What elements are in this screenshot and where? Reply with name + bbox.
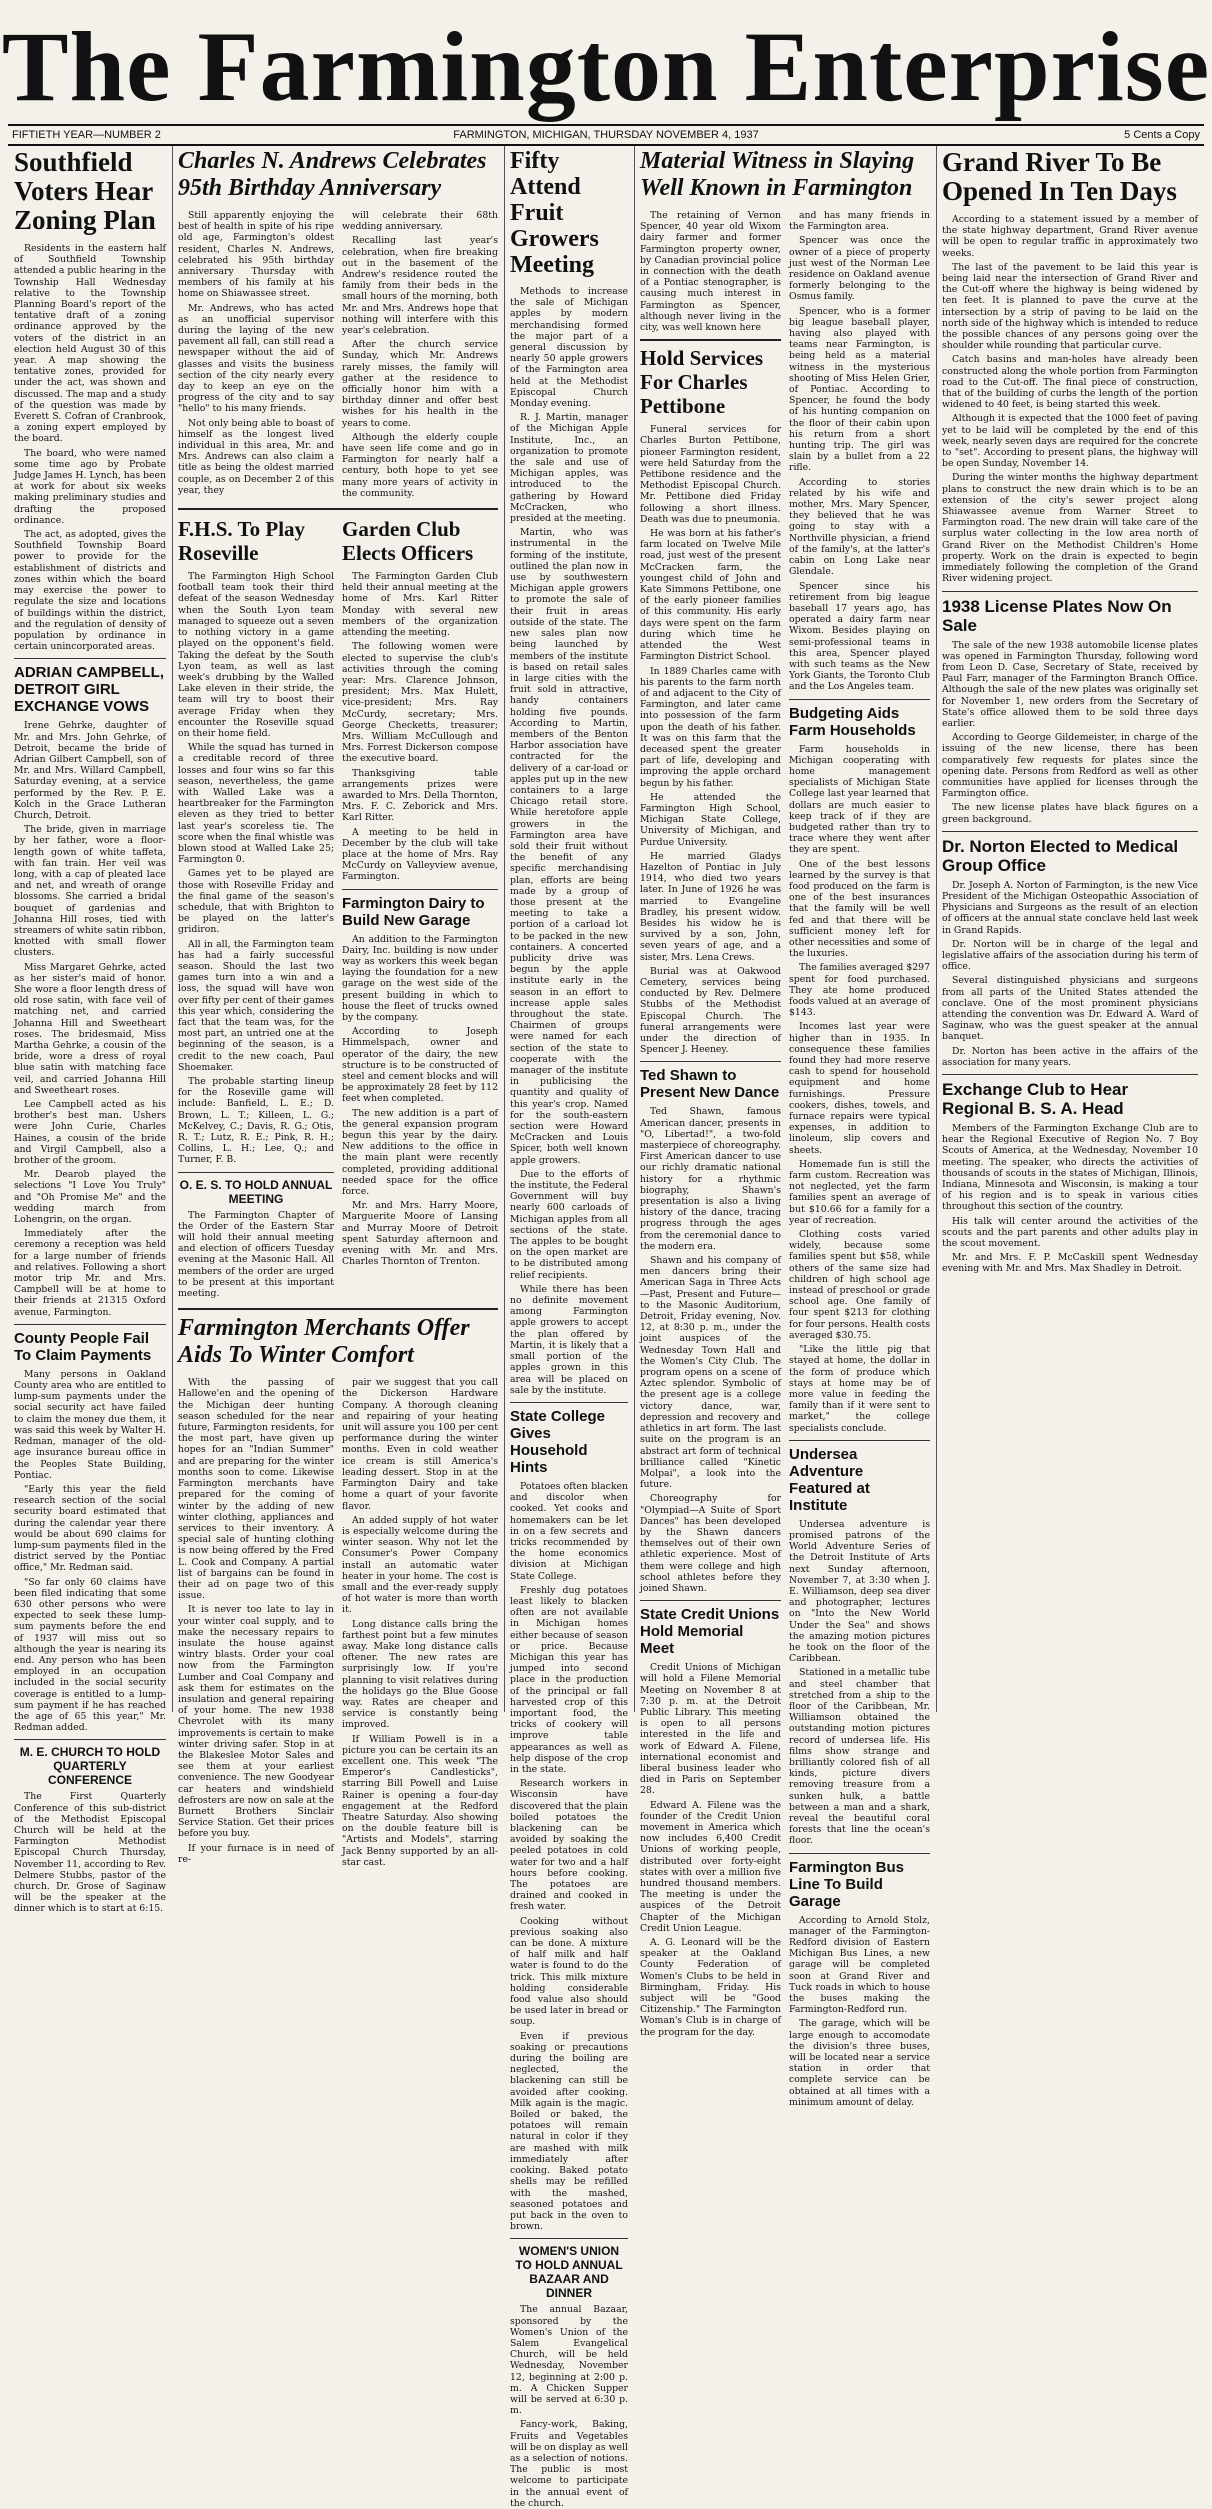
paragraph: Spencer was once the owner of a piece of property just west of the Norman Lee residence on Oakland avenue formerly belonging to the Osmus family. [789,235,930,303]
article-body-undersea [789,1519,930,1847]
headline-exchange-club: Exchange Club to Hear Regional B. S. A. Head [942,1080,1129,1118]
headline-me-church: M. E. CHURCH TO HOLD QUARTERLY CONFERENCE [19,1745,161,1788]
paragraph: will celebrate their 68th wedding anniversary. [342,210,498,233]
paragraph: Choreography for "Olympiad—A Suite of Sport Dances" has been developed by the Shawn dancers themselves out of their own athletic experience. Most of them were college and high school athletes before they joined Shawn. [640,1493,781,1594]
paragraph: Stationed in a metallic tube and steel chamber that stretched from a ship to the floor of the Caribbean, Mr. Williamson obtained the outstanding motion pictures record of undersea life. His films show strange and brilliantly colored fish of all kinds, picture divers removing treasure from a sunken hulk, a battle between a man and a shark, reveal the beautiful coral forests that line the ocean's floor. [789,1667,930,1847]
headline-credit-unions: State Credit Unions Hold Memorial Meet [640,1606,780,1658]
paragraph: Cooking without previous soaking also can be done. A mixture of half milk and half water is found to do the trick. This milk mixture holding considerable food value also should be used later in bread or soup. [510,1915,628,2028]
paragraph: Spencer since his retirement from big league baseball 17 years ago, has operated a dairy farm near Wixom. Besides playing on semi-professional teams in this area, Spencer played with such teams as the New York Giants, the Toronto Club and the Los Angeles team. [789,580,930,693]
paragraph: "Like the little pig that stayed at home, the dollar in the form of produce which stays at home may be of more value in feeding the family than if it were sent to market," the college specialists conclude. [789,1344,930,1434]
headline-oes-meeting: O. E. S. TO HOLD ANNUAL MEETING [179,1177,333,1206]
paragraph: While the squad has turned in a creditable record of three losses and four wins so far this season, nevertheless, the game with Walled Lake was a heartbreaker for the Farmington eleven as they tried to better last year's scoreless tie. The score when the final whistle was blown stood at Walled Lake 25; Farmington 0. [178,742,334,866]
article-body-payments [14,1369,166,1734]
paragraph: According to Joseph Himmelspach, owner and operator of the dairy, the new structure is to be constructed of steel and cement blocks and will be approximately 28 feet by 112 feet when completed. [342,1026,498,1105]
paragraph: Burial was at Oakwood Cemetery, services being conducted by Rev. Delmere Stubbs of the Methodist Episcopal Church. The funeral arrangements were under the direction of Spencer J. Heeney. [640,965,781,1056]
dateline-bar [8,124,1204,146]
article-body-andrews-right [342,210,498,502]
column-5-6 [640,146,930,2108]
paragraph: If your furnace is in need of re- [178,1842,334,1865]
paragraph: All in all, the Farmington team has had a fairly successful season. Should the last two games turn into a win and a loss, the squad will have won over fifty per cent of their games this year which, considering the fact that the team was, for the most part, an untried one at the beginning of the season, is a credit to the new coach, Paul Shoemaker. [178,938,334,1073]
paragraph: Many persons in Oakland County area who are entitled to lump-sum payments under the social security act have failed to claim the money due them, it was said this week by Walter H. Redman, manager of the old-age insurance bureau office in the Peoples State Building, Pontiac. [14,1368,166,1481]
paragraph: One of the best lessons learned by the survey is that food produced on the farm is one of the best insurances that the family will be well fed and that there will be sufficient money left for other necessities and some of the luxuries. [789,858,930,960]
paragraph: According to a statement issued by a member of the state highway department, Grand River avenue will be open to regular traffic in approximately two weeks. [942,214,1198,259]
paragraph: Shawn and his company of men dancers bring their American Saga in Three Acts—Past, Present and Future—to the Masonic Auditorium, Detroit, Friday evening, Nov. 12, at 8:30 p. m., under the joint auspices of the Wednesday Town Hall and the Women's City Club. The program opens on a scene of Aztec splendor. Symbolic of the present age is a college victory dance, war, depression and recovery and athletics in art form. The last suite on the program is an abstract art form of technical brilliance called "Kinetic Molpai", a look into the future. [640,1255,781,1491]
column-7 [942,146,1198,1712]
headline-state-college: State College Gives Household Hints [510,1407,606,1476]
paragraph: According to stories related by his wife and mother, Mrs. Mary Spencer, they believed that he was going to stay with a Northville physician, a friend of the family's, at the latter's cabin on Long Lake near Glendale. [789,476,930,578]
paragraph: Although the elderly couple have seen life come and go in Farmington for nearly half a century, both hope to yet see many more years of activity in the community. [342,431,498,499]
article-body-fhs [178,571,334,1166]
article-body-norton [942,880,1198,1068]
article-body-merchants-left [178,1377,334,1871]
paragraph: The last of the pavement to be laid this year is being laid near the intersection of Grand River and the Cut-off where the highway is being widened by ten feet. It is planned to pave the curve at the intersection by a strip of paving to be laid on the north side of the highway which is intended to reduce the possible chances of any persons going over the shoulder while rounding that particular curve. [942,261,1198,352]
paragraph: The new license plates have black figures on a green background. [942,802,1198,825]
paragraph: In 1889 Charles came with his parents to the farm north of and adjacent to the City of Farmington, and later came into possession of the farm upon the death of his father. It was on this farm that the deceased spent the greater part of life, developing and improving the apple orchard begun by his father. [640,665,781,789]
article-body-andrews-left [178,210,334,502]
column-2-3 [178,146,498,1868]
paragraph: Mr. Dearob played the selections "I Love You Truly" and "Oh Promise Me" and the wedding march from Lohengrin, on the organ. [14,1169,166,1226]
headline-undersea: Undersea Adventure Featured at Institute [789,1445,870,1514]
paragraph: The bride, given in marriage by her father, wore a floor-length gown of white taffeta, with fan train. Her veil was long, with a cap of pleated lace and net, and wreath of orange blossoms. She carried a bridal bouquet of gardenias and Johanna Hill roses, tied with streamers of white satin ribbon, knotted with small flower clusters. [14,824,166,959]
column-4 [510,146,628,2509]
paragraph: The garage, which will be large enough to accomodate the division's three buses, will be located near a service station in order that complete service can be obtained at all times with a minimum amount of delay. [789,2018,930,2108]
paragraph: Not only being able to boast of himself as the longest lived individual in this area, Mr. and Mrs. Andrews can also claim a title as being the oldest married couple, as on December 2 of this year, they [178,417,334,496]
headline-pettibone: Hold Services For Charles Pettibone [640,346,764,419]
paragraph: Games yet to be played are those with Roseville Friday and the final game of the season's schedule, that with Brighton to be played on the latter's gridiron. [178,868,334,936]
paragraph: Thanksgiving table arrangements prizes were awarded to Mrs. Della Thornton, Mrs. F. C. Zeborick and Mrs. Karl Ritter. [342,767,498,824]
paragraph: Although it is expected that the 1000 feet of paving yet to be laid will be completed by the end of this week, nearly seven days are required for the concrete to "set". According to present plans, the highway will be open Sunday, November 14. [942,413,1198,470]
paragraph: Funeral services for Charles Burton Pettibone, pioneer Farmington resident, were held Saturday from the Pettibone residence and the Methodist Episcopal Church. Mr. Pettibone died Friday following a short illness. Death was due to pneumonia. [640,424,781,525]
headline-grand-river: Grand River To Be Opened In Ten Days [942,147,1177,206]
paragraph: Lee Campbell acted as his brother's best man. Ushers were John Curie, Charles Haines, a cousin of the bride and Virgil Campbell, also a brother of the groom. [14,1099,166,1167]
paragraph: He married Gladys Hazelton of Pontiac in July 1914, who died two years later. In June of 1926 he was married to Evangeline Bradley, his present widow. Besides his widow he is survived by a son, John, seven years of age, and a sister, Mrs. Lena Crews. [640,850,781,963]
paragraph: Dr. Joseph A. Norton of Farmington, is the new Vice President of the Michigan Osteopathic Association of Physicians and Surgeons as the result of an election of officers at the annual state conclave held last week in Grand Rapids. [942,879,1198,936]
paragraph: "Early this year the field research section of the social security board estimated that during the calendar year there would be about 690 claims for lump-sum payments filed in the district served by the Pontiac office," Mr. Redman said. [14,1483,166,1574]
paragraph: After the church service Sunday, which Mr. Andrews rarely misses, the family will gather at the residence to officially honor him with a birthday dinner and offer best wishes for his health in the years to come. [342,339,498,429]
headline-womens-union: WOMEN'S UNION TO HOLD ANNUAL BAZAAR AND DINNER [515,2244,623,2301]
paragraph: Undersea adventure is promised patrons of the World Adventure Series of the Detroit Institute of Arts next Sunday afternoon, November 7, at 3:30 when J. E. Williamson, deep sea diver and photographer, lectures on "Into the New World Under the Sea" and shows the amazing motion pictures he took on the floor of the Caribbean. [789,1518,930,1665]
article-body-license [942,640,1198,825]
headline-campbell-wedding: ADRIAN CAMPBELL, DETROIT GIRL EXCHANGE VOWS [14,664,164,716]
paragraph: While there has been no definite movement among Farmington apple growers to accept the plan offered by Martin, it is likely that a small portion of the apples grown in this area will be placed on sale by the institute. [510,1283,628,1396]
article-body-church [14,1791,166,1914]
paragraph: Members of the Farmington Exchange Club are to hear the Regional Executive of Region No. 7 Boy Scouts of America, at the Wednesday, November 10 meeting. The speaker, who directs the activities of thousands of scouts in the states of Michigan, Illinois, Indiana, Minnesota and Wisconsin, is making a tour of his region and is to speak in various cities throughout this section of the country. [942,1123,1198,1213]
article-body-grand-river [942,214,1198,585]
paragraph: Martin, who was instrumental in the forming of the institute, outlined the plan now in use by southwestern Michigan apple growers to promote the sale of their fruit in areas outside of the state. The new sales plan now being launched by members of the institute is based on retail sales in large cities with the fruit sold in attractive, handy containers holding five pounds. According to Martin, members of the Benton Harbor association have contracted for the delivery of a car-load or apples put up in the new containers to a large Chicago retail store. While heretofore apple growers in the Farmington area have sold their fruit without the benefit of any specific merchandising plan, efforts are being made by a group of those present at the meeting to take a portion of a carload lot to be packed in the new containers. A concerted publicity drive was begun by the apple institute early in the season in an effort to increase apple sales throughout the state. Chairmen of groups were named for each section of the state to cooperate with the manager of the institute in publicising the quantity and quality of this year's crop. Named for the south-eastern section were Howard McCracken and Louis Spicer, both well known apple growers. [510,527,628,1166]
paragraph: The new addition is a part of the general expansion program begun this year by the dairy. New additions to the office in the main plant were recently completed, providing additional needed space for the office force. [342,1107,498,1198]
paragraph: The following women were elected to supervise the club's activities through the coming year: Mrs. Clarence Johnson, president; Mrs. Max Hulett, vice-president; Mrs. Ray McCurdy, secretary; Mrs. George Checketts, treasurer; Mrs. William McCullough and Mrs. Forrest Dickerson compose the executive board. [342,641,498,765]
headline-county-payments: County People Fail To Claim Payments [14,1329,152,1364]
paragraph: Still apparently enjoying the best of health in spite of his ripe old age, Farmington's oldest resident, Charles N. Andrews, celebrated his 95th birthday anniversary Thursday with members of his family at his home on Shiawassee street. [178,210,334,300]
paragraph: Residents in the eastern half of Southfield Township attended a public hearing in the Township Hall Wednesday relative to the Township Planning Board's report of the tentative draft of a zoning ordinance approved by the voters of the district in an election held August 30 of this year. A map showing the tentative zones, provided for under the act, was shown and discussed. The map and a study of the question was made by Everett S. Cofran of Cranbrook, a zoning expert employed by the board. [14,243,166,445]
headline-license-plates: 1938 License Plates Now On Sale [942,596,1172,635]
paragraph: The families averaged $297 spent for food purchased. They ate home produced foods valued at an average of $143. [789,962,930,1019]
headline-budgeting: Budgeting Aids Farm Households [789,704,916,739]
column-rule [936,146,937,1712]
column-1 [14,146,166,1915]
paragraph: According to George Gildemeister, in charge of the issuing of the new license, there has been comparatively few requests for plates since the opening date. Persons from Redford as well as other communities have applied for licenses through the Farmington office. [942,732,1198,800]
paragraph: Dr. Norton has been active in the affairs of the association for many years. [942,1045,1198,1068]
article-body-pettibone [640,424,781,1055]
paragraph: Mr. Andrews, who has acted as an unofficial supervisor during the laying of the new pavement all fall, can still read a newspaper without the aid of glasses and visits the business section of the city nearly every day to keep an eye on the progress of the city and to say "hello" to his many friends. [178,302,334,415]
paragraph: Immediately after the ceremony a reception was held for a large number of friends and relatives. Following a short motor trip Mr. and Mrs. Campbell will be at home to their friends at 21315 Oxford avenue, Farmington. [14,1228,166,1318]
article-body-shawn [640,1106,781,1594]
paragraph: The Farmington Garden Club held their annual meeting at the home of Mrs. Karl Ritter Monday with several new members of the organization attending the meeting. [342,571,498,639]
paragraph: Homemade fun is still the farm custom. Recreation was not neglected, yet the farm families spent an average of but $10.66 for a family for a year of recreation. [789,1158,930,1226]
article-body-state-college [510,1481,628,2232]
headline-dr-norton: Dr. Norton Elected to Medical Group Office [942,836,1179,875]
paragraph: Irene Gehrke, daughter of Mr. and Mrs. John Gehrke, of Detroit, became the bride of Adrian Gilbert Campbell, son of Mr. and Mrs. Willard Campbell, Saturday evening, at a service performed by the Rev. P. E. Kolch in the Grace Lutheran Church, Detroit. [14,720,166,821]
paragraph: Potatoes often blacken and discolor when cooked. Yet cooks and homemakers can be let in on a few secrets and tricks recommended by the home economics division at Michigan State College. [510,1480,628,1582]
paragraph: Fancy-work, Baking, Fruits and Vegetables will be on display as well as a selection of notions. The public is most welcome to participate in the annual event of the church. [510,2419,628,2509]
paragraph: An added supply of hot water is especially welcome during the winter season. Why not let the Consumer's Power Company install an automatic water heater in your home. The cost is small and the ever-ready supply of hot water is more than worth it. [342,1514,498,1616]
headline-merchants-winter: Farmington Merchants Offer Aids To Winter Comfort [178,1315,470,1369]
headline-material-witness: Material Witness in Slaying Well Known in Farmington [640,148,915,201]
paragraph: Edward A. Filene was the founder of the Credit Union movement in America which now includes 6,400 Credit Unions of working people, distributed over forty-eight states with over a million five hundred thousand members. The meeting is under the auspices of the Detroit Chapter of the Michigan Credit Union League. [640,1799,781,1934]
paragraph: According to Arnold Stolz, manager of the Farmington-Redford division of Eastern Michigan Bus Lines, a new garage will be completed soon at Grand River and Tuck roads in which to house the buses making the Farmington-Redford run. [789,1914,930,2016]
column-rule [504,146,505,1712]
paragraph: Miss Margaret Gehrke, acted as her sister's maid of honor. She wore a floor length dress of old rose satin, with face veil of matching net, and carried Johanna Hill and Sweetheart roses. The bridesmaid, Miss Martha Gehrke, a cousin of the bride, wore a dress of royal blue satin with matching face veil, and carried Johanna Hill and Sweetheart roses. [14,961,166,1096]
article-body-garden [342,571,498,882]
paragraph: Several distinguished physicians and surgeons from all parts of the United States attended the conclave. One of the most prominent physicians attending the convention was Dr. Edward A. Ward of Saginaw, who was the guest speaker at the annual banquet. [942,975,1198,1043]
paragraph: Freshly dug potatoes least likely to blacken often are not available in Michigan homes either because of season or price. Because Michigan this year has jumped into second place in the production of the principal or fall harvested crop of this important food, the tricks of cookery will improve table appearances as well as help dispose of the crop in the state. [510,1584,628,1775]
price: 5 Cents a Copy [1124,129,1200,141]
paragraph: Long distance calls bring the farthest point but a few minutes away. Make long distance calls oftener. The new rates are surprisingly low. If you're planning to visit relatives during the holidays go the Blue Goose way. Rates are cheaper and service is constantly being improved. [342,1618,498,1731]
article-body-credit-unions [640,1662,781,2038]
paragraph: The annual Bazaar, sponsored by the Women's Union of the Salem Evangelical Church, will be held Wednesday, November 12, beginning at 2:00 p. m. A Chicken Supper will be served at 6:30 p. m. [510,2304,628,2417]
article-body-witness-left [640,210,781,333]
paragraph: Credit Unions of Michigan will hold a Filene Memorial Meeting on November 8 at 7:30 p. m. at the Detroit Public Library. This meeting is open to all persons interested in the life and work of Edward A. Filene, international economist and liberal business leader who died in Paris on September 28. [640,1662,781,1797]
article-body-dairy [342,934,498,1268]
masthead-title: The Farmington Enterprise [1,11,1211,122]
headline-fhs-roseville: F.H.S. To Play Roseville [178,517,306,566]
article-body-womens-union [510,2304,628,2509]
paragraph: Mr. and Mrs. Harry Moore, Marguerite Moore of Lansing and Murray Moore of Detroit spent Saturday afternoon and evening with Mr. and Mrs. Charles Thornton of Trenton. [342,1200,498,1268]
headline-dairy-garage: Farmington Dairy to Build New Garage [342,894,485,929]
paragraph: Catch basins and man-holes have already been constructed along the whole portion from Farmington road to the Cut-off. The final piece of construction, that of the building of curbs the length of the portion widened to 40 feet, is being started this week. [942,354,1198,411]
article-body-witness-right [789,210,930,303]
paragraph: The probable starting lineup for the Roseville game will include: Banfield, L. E.; D. Brown, L. T.; Killeen, L. G.; McKelvey, C.; Davis, R. G.; Otis, R. T.; Lutz, R. E.; Pink, R. H.; Collins, L. H.; Lee, Q.; and Turner, F. B. [178,1076,334,1166]
headline-ted-shawn: Ted Shawn to Present New Dance [640,1067,780,1102]
paragraph: Spencer, who is a former big league baseball player, having also played with teams near Farmington, is being held as a material witness in the mysterious shooting of Miss Helen Grier, of Pontiac. According to Spencer, he found the body of his hunting companion on the floor of their cabin upon his return from a short hunting trip. The girl was slain by a bullet from a 22 rifle. [789,305,930,474]
column-rule [172,146,173,1712]
paragraph: Even if previous soaking or precautions during the boiling are neglected, the blackening can still be avoided after cooking. Milk again is the magic. Boiled or baked, the potatoes will remain natural in color if they are mashed with milk immediately after cooking. Baked potato shells may be refilled with the mashed, seasoned potatoes and put back in the oven to brown. [510,2030,628,2233]
paragraph: A meeting to be held in December by the club will take place at the home of Mrs. Ray McCurdy on Valleyview avenue, Farmington. [342,826,498,883]
paragraph: His talk will center around the activities of the scouts and the part parents and other adults play in the scout movement. [942,1215,1198,1250]
paragraph: A. G. Leonard will be the speaker at the Oakland County Federation of Women's Clubs to be held in Birmingham, Friday. His subject will be "Good Citizenship." The Farmington Woman's Club is in charge of the program for the day. [640,1937,781,2038]
paragraph: It is never too late to lay in your winter coal supply, and to make the necessary repairs to insulate the house against wintry blasts. Order your coal now from the Farmington Lumber and Coal Company and ask them for estimates on the insulation and general repairing of your home. The new 1938 Chevrolet with its many improvements is certain to make winter driving safer. Stop in at the Blakeslee Motor Sales and see them at your earliest convenience. The new Goodyear car heaters and windshield defrosters are now on sale at the Burnett Brothers Sinclair Service Station. Get their prices before you buy. [178,1604,334,1840]
paragraph: Dr. Norton will be in charge of the legal and legislative affairs of the association during his term of office. [942,938,1198,973]
paragraph: The Farmington High School football team took their third defeat of the season Wednesday when the South Lyon team managed to squeeze out a seven to nothing victory in a game played on the opponent's field. Taking the defeat by the South Lyon team, as well as last week's drubbing by the Walled Lake eleven in their stride, the team will try to boost their average Friday when they encounter the Roseville squad on their home field. [178,571,334,739]
article-body-southfield [14,243,166,652]
article-body-budgeting [789,744,930,1434]
paragraph: Methods to increase the sale of Michigan apples by modern merchandising formed the major part of a general discussion by nearly 50 apple growers of the Farmington area held at the Methodist Episcopal Church Monday evening. [510,286,628,410]
paragraph: R. J. Martin, manager of the Michigan Apple Institute, Inc., an organization to promote the sale and use of Michigan apples, was introduced to the gathering by Howard McCracken, who presided at the meeting. [510,412,628,525]
paragraph: and has many friends in the Farmington area. [789,210,930,233]
article-body-fruit [510,286,628,1396]
paragraph: Incomes last year were higher than in 1935. In consequence these families found they had more reserve cash to spend for household equipment and home furnishings. Pressure cookers, dishes, towels, and furnace repairs were typical expenses, in addition to linoleum, slip covers and sheets. [789,1021,930,1156]
paragraph: The act, as adopted, gives the Southfield Township Board power to provide for the establishment of districts and zones within which the board may exercise the power to regulate the size and locations of buildings within the district, and the regulation of density of population by ordinance in certain unincorporated areas. [14,529,166,653]
article-body-exchange [942,1123,1198,1275]
paragraph: The Farmington Chapter of the Order of the Eastern Star will hold their annual meeting and election of officers Tuesday evening at the Masonic Hall. All members of the order are urged to be present at this important meeting. [178,1209,334,1300]
paragraph: Clothing costs varied widely, because some families spent but $58, while others of the same size had children of high school age instead of preschool or grade school age. One family of four spent $213 for clothing for four persons. Health costs averaged $30.75. [789,1229,930,1341]
paragraph: He attended the Farmington High School, Michigan State College, University of Michigan, and Purdue University. [640,791,781,848]
column-rule [634,146,635,1712]
paragraph: The board, who were named some time ago by Probate Judge James H. Lynch, has been at work for about six weeks making preliminary studies and drafting the proposed ordinance. [14,447,166,526]
headline-garden-club: Garden Club Elects Officers [342,517,474,566]
paragraph: The First Quarterly Conference of this sub-district of the Methodist Episcopal Church will be held at the Farmington Methodist Episcopal Church Thursday, November 11, according to Rev. Delmere Stubbs, pastor of the church. Dr. Grose of Saginaw will be the speaker at the dinner which is to start at 6:15. [14,1791,166,1915]
headline-southfield-zoning: Southfield Voters Hear Zoning Plan [14,147,156,235]
article-body-witness-cont [789,306,930,693]
volume-number: FIFTIETH YEAR—NUMBER 2 [12,129,161,141]
headline-fruit-growers: Fifty Attend Fruit Growers Meeting [510,148,599,278]
paragraph: "So far only 60 claims have been filed indicating that some 630 other persons who were expected to seek these lump-sum payments before the end of 1937 will miss out so although the year is nearing its end. Any person who has been employed in an occupation included in the social security coverage is entitled to a lump-sum payment if he has reached the age of 65 this year," Mr. Redman added. [14,1576,166,1734]
paragraph: An addition to the Farmington Dairy, Inc. building is now under way as workers this week began laying the foundation for a new garage on the west side of the present building in which to house the fleet of trucks owned by the company. [342,933,498,1023]
headline-andrews-birthday: Charles N. Andrews Celebrates 95th Birthday Anniversary [178,148,487,201]
paragraph: Mr. and Mrs. F. P. McCaskill spent Wednesday evening with Mr. and Mrs. Max Shadley in Detroit. [942,1252,1198,1275]
publication-date: FARMINGTON, MICHIGAN, THURSDAY NOVEMBER 4, 1937 [453,129,759,141]
paragraph: With the passing of Hallowe'en and the opening of the Michigan deer hunting season scheduled for the near future, Farmington residents, for the most part, have given up hopes for an "Indian Summer" and are preparing for the winter months soon to come. Likewise Farmington merchants have prepared for the coming of winter by the adding of new winter clothing, appliances and services to their inventory. A special sale of hunting clothing is now being offered by the Fred L. Cook and Company. A partial list of bargains can be found in their ad on page two of this issue. [178,1377,334,1602]
article-body-merchants-right [342,1377,498,1871]
paragraph: He was born at his father's farm located on Twelve Mile road, just west of the present McCracken farm, the youngest child of John and Kate Simmons Pettibone, one of the early pioneer families of this community. His early days were spent on the farm during which time he attended the West Farmington District School. [640,528,781,663]
article-body-campbell [14,720,166,1318]
paragraph: Ted Shawn, famous American dancer, presents in "O, Libertad!", a two-fold masterpiece of choreography. First American dancer to use our richly dramatic national history for a rhythmic biography, Shawn's presentation is also a living history of the dance, tracing progress through the ages from the ceremonial dance to the modern era. [640,1106,781,1252]
paragraph: The retaining of Vernon Spencer, 40 year old Wixom dairy farmer and former Farmington property owner, by Canadian provincial police in connection with the death of a Pontiac stenographer, is causing much interest in Farmington as Spencer, although never living in the city, was well known here [640,210,781,334]
paragraph: Due to the efforts of the institute, the Federal Government will buy nearly 600 carloads of Michigan apples from all sections of the state. The apples to be bought on the open market are to be distributed among relief recipients. [510,1168,628,1281]
paragraph: pair we suggest that you call the Dickerson Hardware Company. A thorough cleaning and repairing of your heating unit will assure you 100 per cent performance during the winter months. Even in cold weather ice cream is still America's leading dessert. Stop in at the Farmington Dairy and take home a quart of your favorite flavor. [342,1377,498,1512]
article-body-oes [178,1210,334,1300]
paragraph: Farm households in Michigan cooperating with home management specialists of Michigan State College last year learned that dollars are much easier to keep track of if they are budgeted rather than try to trace where they went after they are spent. [789,743,930,856]
paragraph: Research workers in Wisconsin have discovered that the plain boiled potatoes the blackening can be avoided by soaking the peeled potatoes in cold water for two and a half hours before cooking. The potatoes are drained and cooked in fresh water. [510,1778,628,1913]
headline-bus-line: Farmington Bus Line To Build Garage [789,1858,904,1910]
paragraph: The sale of the new 1938 automobile license plates was opened in Farmington Thursday, following word from Leon D. Case, Secretary of State, received by Paul Farr, manager of the Farmington Branch Office. Although the sale of the new plates was originally set for November 1, new orders from the Secretary of State's office allowed them to be sold three days earlier. [942,639,1198,729]
paragraph: Recalling last year's celebration, when fire breaking out in the basement of the Andrew's residence routed the family from their beds in the small hours of the morning, both Mr. and Mrs. Andrews hope that nothing will interfere with this year's celebration. [342,235,498,337]
paragraph: If William Powell is in a picture you can be certain its an excellent one. This week "The Emperor's Candlesticks", starring Bill Powell and Luise Rainer is opening a four-day engagement at the Redford Theatre Saturday. Also showing on the double feature bill is "Artists and Models", starring Jack Benny supported by an all-star cast. [342,1733,498,1868]
article-body-bus-line [789,1915,930,2108]
paragraph: During the winter months the highway department plans to construct the new drain which is to be an extension of the city's sewer project along Shiawassee avenue from Warner Street to Farmington road. The new drain will take care of the surplus water collecting in the low area north of Grand River on the Methodist Children's Home property. Work on the drain is expected to begin immediately following the completion of the Grand River widening project. [942,472,1198,585]
